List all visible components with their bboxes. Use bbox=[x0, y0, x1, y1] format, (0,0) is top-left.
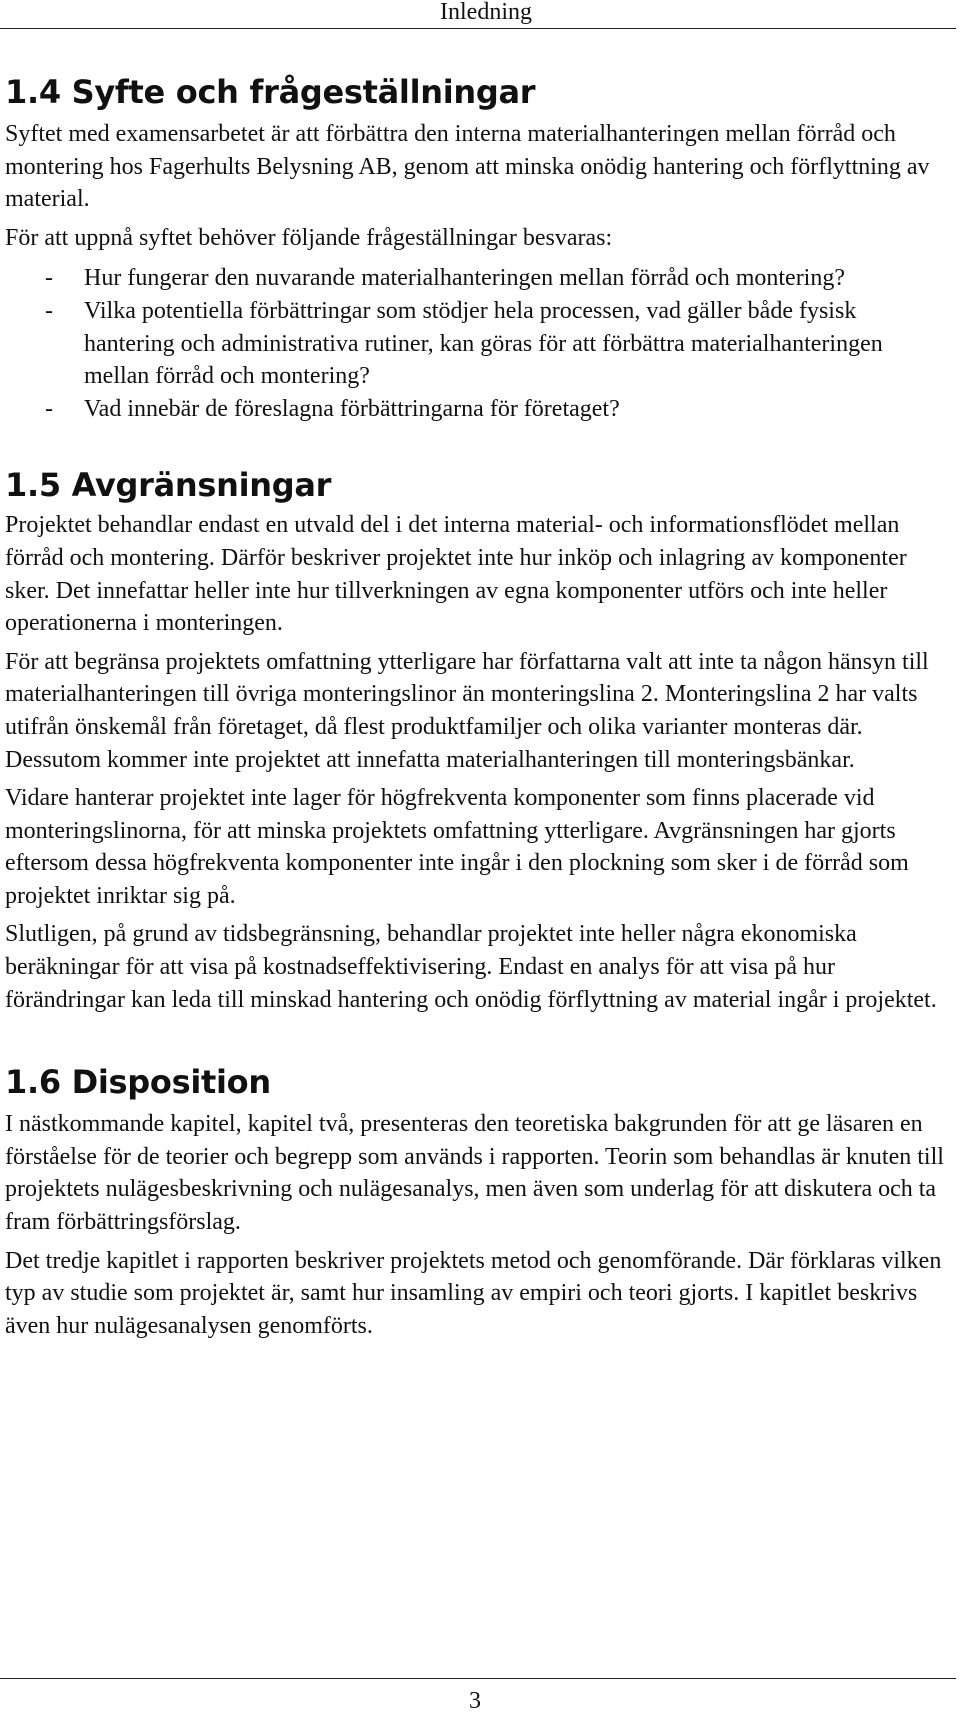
questions-intro: För att uppnå syftet behöver följande frågeställningar besvaras: bbox=[5, 224, 613, 251]
research-questions-list bbox=[5, 262, 951, 425]
disposition-paragraph: I nästkommande kapitel, kapitel två, presenteras den teoretiska bakgrunden för att ge läsaren en förståelse för de teorier och begrepp som används i rapporten. Teorin som behandlas är knuten till projektets nulägesbeskrivning och nulägesanalys, men även som underlag för att diskutera och ta fram förbättringsförslag. bbox=[5, 1111, 944, 1236]
list-dash: - bbox=[45, 297, 53, 324]
list-dash: - bbox=[45, 265, 53, 292]
limitations-paragraph: Slutligen, på grund av tidsbegränsning, behandlar projektet inte heller några ekonomiska beräkningar för att visa på kostnadseffektivisering. Endast en analys för att visa på hur förändringar kan leda till minskad hantering och onödig förflyttning av material ingår i projektet. bbox=[5, 921, 937, 1013]
section-heading-1-4: 1.4 Syfte och frågeställningar bbox=[5, 73, 536, 111]
section-heading-1-5: 1.5 Avgränsningar bbox=[5, 466, 332, 505]
list-dash: - bbox=[45, 395, 53, 422]
research-question-item bbox=[5, 393, 951, 426]
research-question-text: Vad innebär de föreslagna förbättringarna för företaget? bbox=[84, 395, 620, 422]
research-question-item bbox=[5, 295, 951, 393]
purpose-paragraph: Syftet med examensarbetet är att förbättra den interna materialhanteringen mellan förråd och montering hos Fagerhults Belysning AB, genom att minska onödig hantering och förflyttning av material. bbox=[5, 121, 930, 213]
research-question-text: Vilka potentiella förbättringar som stödjer hela processen, vad gäller både fysisk hantering och administrativa rutiner, kan göras för att förbättra materialhanteringen mellan förråd och montering? bbox=[84, 297, 883, 390]
page-number: 3 bbox=[469, 1688, 481, 1714]
research-question-text: Hur fungerar den nuvarande materialhanteringen mellan förråd och montering? bbox=[84, 265, 846, 292]
running-header bbox=[0, 0, 956, 29]
running-footer bbox=[0, 1678, 956, 1719]
limitations-paragraph: För att begränsa projektets omfattning ytterligare har författarna valt att inte ta någon hänsyn till materialhanteringen till övriga monteringslinor än monteringslina 2. Monteringslina 2 har valts utifrån önskemål från företaget, då flest produktfamiljer och olika varianter monteras där. Dessutom kommer inte projektet att innefatta materialhanteringen till monteringsbänkar. bbox=[5, 648, 929, 773]
limitations-paragraph: Projektet behandlar endast en utvald del i det interna material- och informationsflödet mellan förråd och montering. Därför beskriver projektet inte hur inköp och inlagring av komponenter sker. Det innefattar heller inte hur tillverkningen av egna komponenter utförs och inte heller operationerna i monteringen. bbox=[5, 512, 907, 637]
page-body bbox=[5, 72, 951, 1342]
research-question-item bbox=[5, 262, 951, 295]
limitations-paragraph: Vidare hanterar projektet inte lager för högfrekventa komponenter som finns placerade vid monteringslinorna, för att minska projektets omfattning ytterligare. Avgränsningen har gjorts eftersom dessa högfrekventa komponenter inte ingår i den plockning som sker i de förråd som projektet inriktar sig på. bbox=[5, 785, 909, 909]
section-heading-1-6: 1.6 Disposition bbox=[5, 1063, 271, 1102]
running-header-title: Inledning bbox=[440, 0, 532, 25]
disposition-paragraph: Det tredje kapitlet i rapporten beskriver projektets metod och genomförande. Där förklaras vilken typ av studie som projektet är, samt hur insamling av empiri och teori gjorts. I kapitlet beskrivs även hur nulägesanalysen genomförts. bbox=[5, 1247, 942, 1339]
